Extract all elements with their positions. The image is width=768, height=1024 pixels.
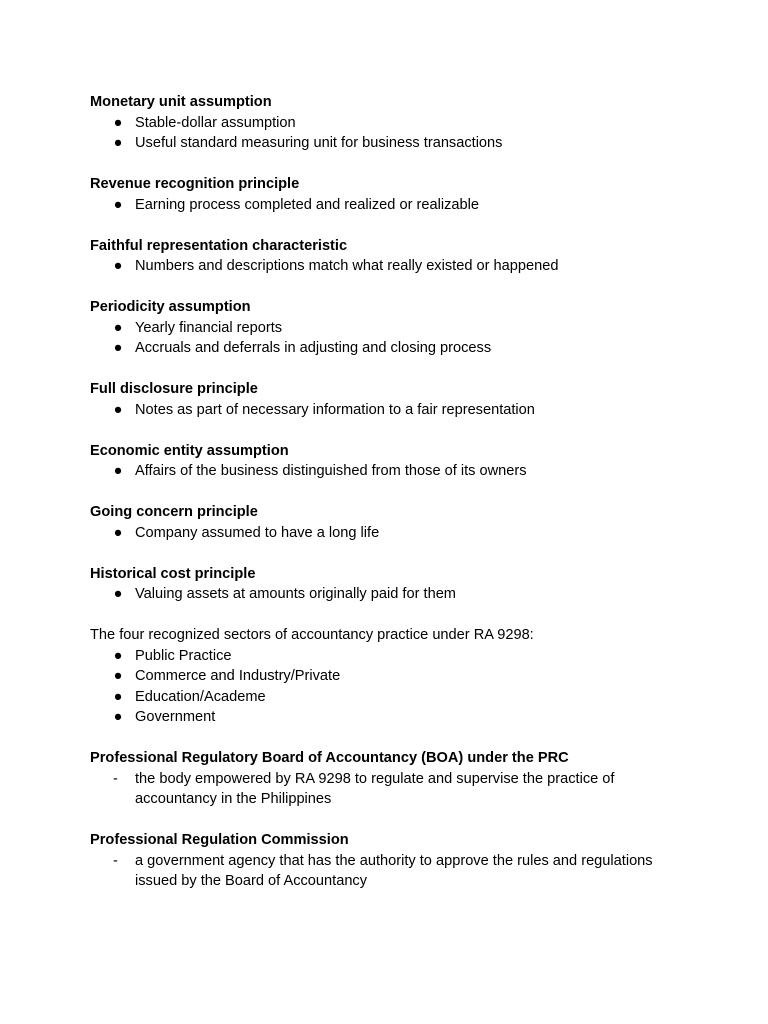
list-item (90, 666, 690, 687)
list-item-text: Commerce and Industry/Private (135, 668, 341, 684)
bullet-list (90, 318, 690, 359)
bullet-list (90, 195, 690, 216)
list-item-text: Yearly financial reports (135, 319, 283, 336)
section-monetary-unit (90, 92, 690, 154)
bullet-list (90, 113, 690, 154)
list-item (90, 256, 690, 277)
list-item (90, 523, 690, 544)
bullet-icon: ● (113, 463, 123, 479)
bullet-icon: ● (113, 647, 123, 664)
list-item-text: Notes as part of necessary information to a fair representation (135, 401, 535, 418)
list-item (90, 400, 690, 421)
section-heading: Going concern principle (90, 504, 258, 520)
definition-text: the body empowered by RA 9298 to regulate and supervise the practice of accountancy in the Philippines (135, 770, 615, 807)
section-heading: Monetary unit assumption (90, 94, 272, 110)
section-sectors (90, 625, 690, 728)
bullet-icon: ● (113, 114, 123, 131)
list-item-text: Earning process completed and realized or realizable (135, 196, 479, 213)
bullet-list (90, 584, 690, 605)
bullet-icon: ● (113, 524, 123, 541)
bullet-list (90, 461, 690, 482)
bullet-list (90, 400, 690, 421)
list-item-text: Public Practice (135, 647, 232, 664)
section-heading: Professional Regulation Commission (90, 832, 349, 848)
bullet-icon: ● (113, 340, 123, 356)
section-full-disclosure (90, 379, 690, 420)
section-historical-cost (90, 564, 690, 605)
list-item (90, 851, 690, 892)
bullet-icon: ● (113, 319, 123, 336)
list-item-text: Affairs of the business distinguished from those of its owners (135, 463, 527, 479)
list-item-text: Government (135, 709, 216, 725)
bullet-icon: ● (113, 401, 123, 418)
section-heading: Professional Regulatory Board of Accountancy (BOA) under the PRC (90, 750, 569, 766)
list-item (90, 195, 690, 216)
section-prc-definition (90, 830, 690, 892)
section-heading: Economic entity assumption (90, 442, 289, 459)
bullet-icon: ● (113, 586, 123, 602)
document-page (90, 92, 690, 912)
section-going-concern (90, 502, 690, 543)
section-periodicity (90, 297, 690, 359)
list-item (90, 584, 690, 605)
list-item (90, 113, 690, 134)
sectors-intro: The four recognized sectors of accountancy practice under RA 9298: (90, 627, 534, 643)
bullet-icon: ● (113, 688, 123, 705)
bullet-list (90, 256, 690, 277)
section-economic-entity (90, 441, 690, 482)
list-item-text: Accruals and deferrals in adjusting and closing process (135, 340, 492, 356)
dash-list (90, 851, 690, 892)
list-item (90, 687, 690, 708)
section-heading: Faithful representation characteristic (90, 237, 348, 254)
definition-text: a government agency that has the authority to approve the rules and regulations issued by the Board of Accountancy (135, 852, 653, 889)
bullet-list (90, 523, 690, 544)
section-heading: Revenue recognition principle (90, 176, 300, 192)
list-item (90, 769, 690, 810)
section-faithful-representation (90, 236, 690, 277)
bullet-icon: ● (113, 196, 123, 213)
bullet-icon: ● (113, 135, 123, 151)
list-item (90, 461, 690, 482)
section-heading: Periodicity assumption (90, 299, 251, 315)
list-item (90, 646, 690, 667)
list-item-text: Education/Academe (135, 688, 266, 705)
dash-icon: - (113, 852, 118, 869)
bullet-icon: ● (113, 709, 123, 725)
list-item (90, 318, 690, 339)
bullet-icon: ● (113, 258, 123, 274)
list-item-text: Valuing assets at amounts originally paid for them (135, 586, 456, 602)
section-revenue-recognition (90, 174, 690, 215)
dash-list (90, 769, 690, 810)
section-heading: Full disclosure principle (90, 381, 258, 397)
list-item-text: Company assumed to have a long life (135, 524, 380, 541)
dash-icon: - (113, 770, 118, 787)
list-item-text: Useful standard measuring unit for business transactions (135, 135, 503, 151)
section-heading: Historical cost principle (90, 565, 256, 582)
list-item (90, 133, 690, 154)
section-boa-definition (90, 748, 690, 810)
list-item (90, 338, 690, 359)
bullet-icon: ● (113, 668, 123, 684)
list-item-text: Stable-dollar assumption (135, 114, 296, 131)
bullet-list (90, 646, 690, 728)
list-item (90, 707, 690, 728)
list-item-text: Numbers and descriptions match what really existed or happened (135, 258, 559, 274)
